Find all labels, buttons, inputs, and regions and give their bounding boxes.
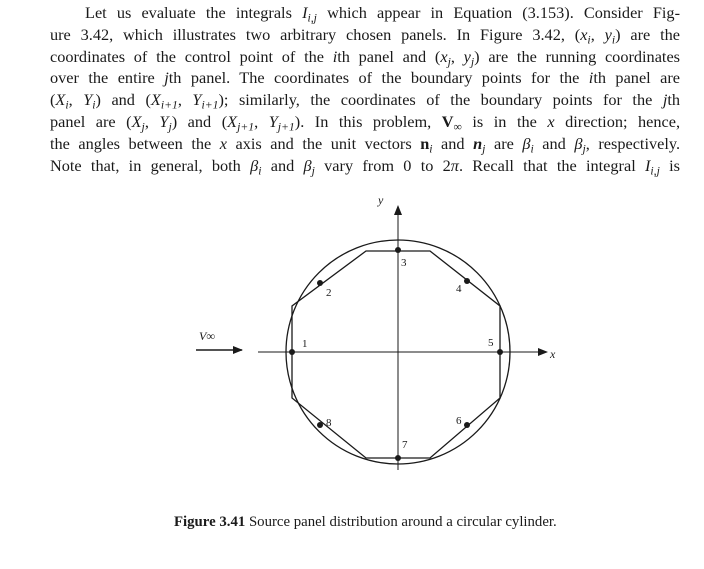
text-line-7: the angles between the x axis and the unit vectors $n_i$ and $n_j$ are $\beta_i$ and $\beta_j$, respectively. [50, 133, 681, 156]
panel-label-5: 5 [488, 337, 494, 349]
text-line-3: coordinates of the control point of the ith panel and ($x_j$, $y_j$) are the running coordinates [50, 46, 681, 69]
control-point-3 [395, 247, 401, 253]
control-point-2 [317, 280, 323, 286]
x-axis-label: x [550, 347, 556, 361]
text-line-5: ($X_i$, $Y_i$) and ($X_{i+1}$, $Y_{i+1}$); similarly, the coordinates of the boundary points for the jth [50, 90, 681, 112]
figure-caption [174, 512, 594, 532]
text-line-4: over the entire jth panel. The coordinates of the boundary points for the ith panel are [50, 68, 681, 88]
caption-text: Source panel distribution around a circular cylinder. [248, 514, 557, 530]
control-point-7 [395, 455, 401, 461]
panel-label-1: 1 [302, 338, 308, 350]
text-line-2: ure 3.42, which illustrates two arbitrary chosen panels. In Figure 3.42, ($x_i$, $y_i$) are the [50, 24, 680, 47]
freestream-label: V∞ [199, 329, 215, 343]
control-point-5 [497, 349, 503, 355]
panel-label-4: 4 [456, 283, 462, 295]
y-axis-label: y [378, 193, 384, 207]
panel-label-7: 7 [402, 439, 408, 451]
text-line-6: panel are ($X_j$, $Y_j$) and ($X_{j+1}$, $Y_{j+1}$). In this problem, $V_\infty$ is in the x direction; hence, [50, 111, 681, 134]
control-point-1 [289, 349, 295, 355]
control-point-6 [464, 422, 470, 428]
control-points [289, 247, 503, 461]
panel-label-8: 8 [326, 417, 332, 429]
text-line-1: Let us evaluate the integrals $I_{i,j}$ which appear in Equation (3.153). Consider Fig- [85, 3, 680, 25]
panel-label-2: 2 [326, 287, 332, 299]
control-point-4 [464, 278, 470, 284]
panel-label-3: 3 [401, 257, 407, 269]
caption-label: Figure 3.41 [174, 514, 246, 530]
control-point-8 [317, 422, 323, 428]
panel-label-6: 6 [456, 415, 462, 427]
text-line-8: Note that, in general, both $\beta_i$ and $\beta_j$ vary from 0 to 2π. Recall that the integral $I_{i,j}$ is [50, 155, 681, 178]
